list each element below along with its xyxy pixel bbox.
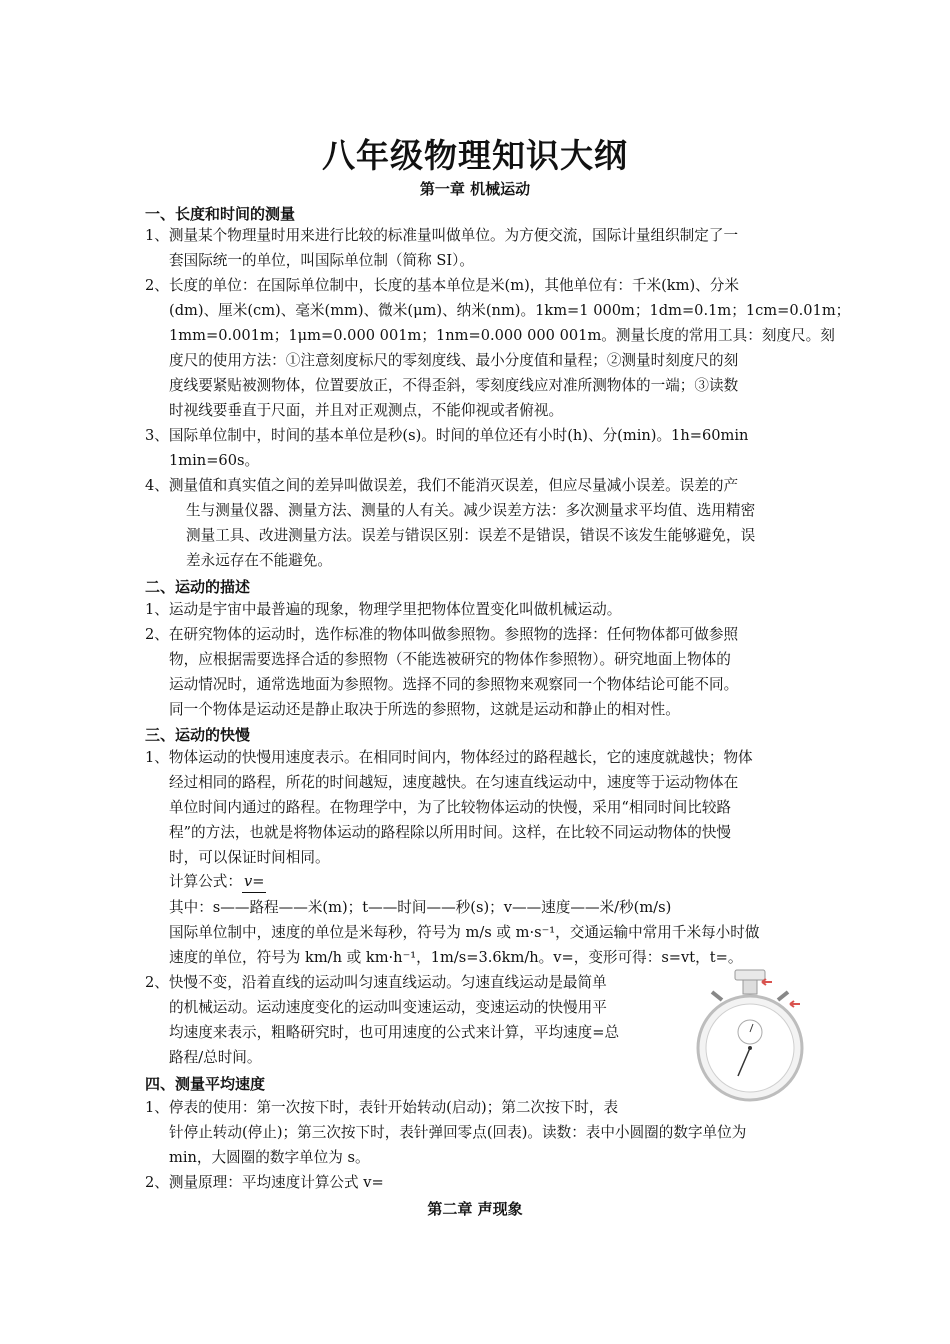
paragraph-line: 1、停表的使用：第一次按下时，表针开始转动(启动)；第二次按下时，表 [145, 1099, 619, 1116]
formula-line [169, 872, 266, 893]
section-2-heading: 二、运动的描述 [145, 578, 251, 596]
paragraph-line: 同一个物体是运动还是静止取决于所选的参照物，这就是运动和静止的相对性。 [169, 701, 680, 718]
document-title: 八年级物理知识大纲 [322, 136, 628, 175]
paragraph-line: (dm)、厘米(cm)、毫米(mm)、微米(μm)、纳米(nm)。1km=1 000m；1dm=0.1m；1cm=0.01m； [169, 302, 851, 319]
paragraph-line: 程”的方法，也就是将物体运动的路程除以所用时间。这样，在比较不同运动物体的快慢 [169, 824, 732, 841]
paragraph-line: 1min=60s。 [169, 452, 260, 469]
section-1-heading: 一、长度和时间的测量 [145, 205, 296, 223]
paragraph-line: 度线要紧贴被测物体，位置要放正，不得歪斜，零刻度线应对准所测物体的一端；③读数 [169, 377, 739, 394]
paragraph-line: 测量工具、改进测量方法。误差与错误区别：误差不是错误，错误不该发生能够避免，误 [186, 527, 756, 544]
formula-symbol: v= [242, 872, 266, 893]
paragraph-line: 生与测量仪器、测量方法、测量的人有关。减少误差方法：多次测量求平均值、选用精密 [186, 502, 756, 519]
paragraph-line: 1、测量某个物理量时用来进行比较的标准量叫做单位。为方便交流，国际计量组织制定了一 [145, 227, 739, 244]
paragraph-line: 的机械运动。运动速度变化的运动叫变速运动，变速运动的快慢用平 [169, 999, 607, 1016]
paragraph-line: 国际单位制中，速度的单位是米每秒，符号为 m/s 或 m·s⁻¹，交通运输中常用千米每小时做 [169, 924, 760, 941]
paragraph-line: 套国际统一的单位，叫国际单位制（简称 SI）。 [169, 252, 474, 269]
paragraph-line: 度尺的使用方法：①注意刻度标尺的零刻度线、最小分度值和量程；②测量时刻度尺的刻 [169, 352, 739, 369]
paragraph-line: 2、快慢不变，沿着直线的运动叫匀速直线运动。匀速直线运动是最简单 [145, 974, 607, 991]
paragraph-line: 其中：s——路程——米(m)；t——时间——秒(s)；v——速度——米/秒(m/s) [169, 899, 672, 916]
section-3-heading: 三、运动的快慢 [145, 726, 251, 744]
paragraph-line: 1mm=0.001m；1μm=0.000 001m；1nm=0.000 000 001m。测量长度的常用工具：刻度尺。刻 [169, 327, 835, 344]
paragraph-line: 路程/总时间。 [169, 1049, 262, 1066]
paragraph-line: 差永远存在不能避免。 [186, 552, 332, 569]
paragraph-line: 单位时间内通过的路程。在物理学中，为了比较物体运动的快慢，采用“相同时间比较路 [169, 799, 732, 816]
chapter-1-heading: 第一章 机械运动 [419, 180, 531, 198]
paragraph-line: 均速度来表示，粗略研究时，也可用速度的公式来计算，平均速度=总 [169, 1024, 620, 1041]
paragraph-line: 4、测量值和真实值之间的差异叫做误差，我们不能消灭误差，但应尽量减小误差。误差的产 [145, 477, 739, 494]
paragraph-line: 物，应根据需要选择合适的参照物（不能选被研究的物体作参照物）。研究地面上物体的 [169, 651, 731, 668]
paragraph-line: 1、运动是宇宙中最普遍的现象，物理学里把物体位置变化叫做机械运动。 [145, 601, 622, 618]
stopwatch-illustration [690, 968, 810, 1103]
paragraph-line: 2、在研究物体的运动时，选作标准的物体叫做参照物。参照物的选择：任何物体都可做参照 [145, 626, 739, 643]
paragraph-line: 运动情况时，通常选地面为参照物。选择不同的参照物来观察同一个物体结论可能不同。 [169, 676, 739, 693]
paragraph-line: 2、长度的单位：在国际单位制中，长度的基本单位是米(m)，其他单位有：千米(km)、分米 [145, 277, 739, 294]
section-4-heading: 四、测量平均速度 [145, 1075, 266, 1093]
paragraph-line: 时，可以保证时间相同。 [169, 849, 330, 866]
paragraph-line: 时视线要垂直于尺面，并且对正观测点，不能仰视或者俯视。 [169, 402, 564, 419]
paragraph-line: 2、测量原理：平均速度计算公式 v= [145, 1174, 384, 1191]
paragraph-line: min，大圆圈的数字单位为 s。 [169, 1149, 370, 1166]
paragraph-line: 经过相同的路程，所花的时间越短，速度越快。在匀速直线运动中，速度等于运动物体在 [169, 774, 739, 791]
paragraph-line: 1、物体运动的快慢用速度表示。在相同时间内，物体经过的路程越长，它的速度就越快；物体 [145, 749, 753, 766]
paragraph-line: 针停止转动(停止)；第三次按下时，表针弹回零点(回表)。读数：表中小圆圈的数字单位为 [169, 1124, 747, 1141]
chapter-2-heading: 第二章 声现象 [427, 1200, 523, 1218]
paragraph-line: 3、国际单位制中，时间的基本单位是秒(s)。时间的单位还有小时(h)、分(min)。1h=60min [145, 427, 749, 444]
formula-label: 计算公式： [169, 873, 242, 890]
paragraph-line: 速度的单位，符号为 km/h 或 km·h⁻¹，1m/s=3.6km/h。v=，变形可得：s=vt，t=。 [169, 949, 743, 966]
